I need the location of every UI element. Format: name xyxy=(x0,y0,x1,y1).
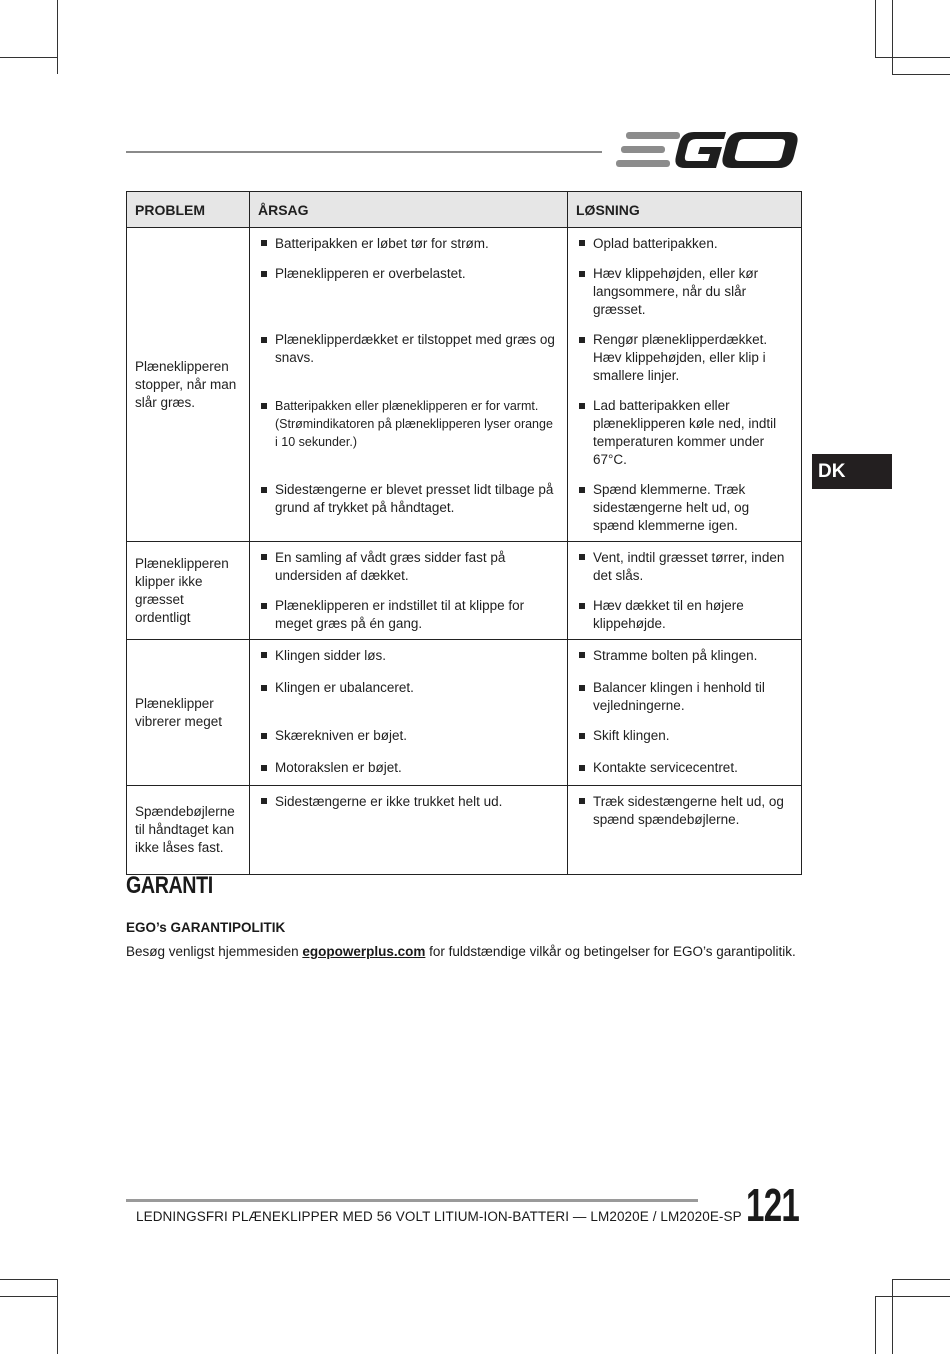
solution-cell xyxy=(568,786,802,875)
cause-cell xyxy=(250,786,568,875)
warranty-paragraph xyxy=(126,944,796,959)
table-row xyxy=(127,786,802,875)
problem-cell: Plæneklipper vibrerer meget xyxy=(127,640,250,786)
solution-bullet: Rengør plæneklipperdækket. Hæv klippehøjden, eller klip i smallere linjer. xyxy=(576,325,793,391)
footer-rule xyxy=(126,1199,698,1202)
cause-bullet: Sidestængerne er blevet presset lidt tilbage på grund af trykket på håndtaget. xyxy=(258,475,559,523)
section-subheading: EGO’s GARANTIPOLITIK xyxy=(126,920,286,935)
crop-mark xyxy=(0,57,58,58)
crop-mark xyxy=(892,0,893,74)
column-header-problem: PROBLEM xyxy=(127,192,250,228)
ego-logo xyxy=(616,128,800,172)
solution-cell xyxy=(568,391,802,475)
cause-cell xyxy=(250,228,568,260)
crop-mark xyxy=(875,1296,876,1354)
crop-mark xyxy=(0,1296,58,1297)
column-header-solution: LØSNING xyxy=(568,192,802,228)
crop-mark xyxy=(57,0,58,74)
cause-cell xyxy=(250,259,568,325)
solution-cell xyxy=(568,673,802,721)
table-row xyxy=(127,228,802,260)
solution-bullet: Oplad batteripakken. xyxy=(576,228,793,259)
cause-cell xyxy=(250,753,568,786)
crop-mark xyxy=(875,1296,950,1297)
cause-cell xyxy=(250,640,568,674)
problem-cell: Spændebøjlerne til håndtaget kan ikke låses fast. xyxy=(127,786,250,875)
crop-mark xyxy=(892,1279,950,1280)
solution-cell xyxy=(568,721,802,753)
solution-cell xyxy=(568,542,802,592)
section-heading: GARANTI xyxy=(126,872,213,899)
crop-mark xyxy=(0,1279,58,1280)
cause-cell xyxy=(250,721,568,753)
solution-cell xyxy=(568,228,802,260)
cause-bullet: Plæneklipperen er overbelastet. xyxy=(258,259,559,289)
solution-cell xyxy=(568,475,802,542)
footer-text: LEDNINGSFRI PLÆNEKLIPPER MED 56 VOLT LITIUM-ION-BATTERI — LM2020E / LM2020E-SP xyxy=(136,1209,742,1224)
solution-bullet: Lad batteripakken eller plæneklipperen køle ned, indtil temperaturen kommer under 67°C. xyxy=(576,391,793,475)
cause-bullet: Batteripakken eller plæneklipperen er for varmt. (Strømindikatoren på plæneklipperen lyser orange i 10 sekunder.) xyxy=(258,391,559,457)
cause-bullet: Klingen er ubalanceret. xyxy=(258,673,559,703)
solution-bullet: Kontakte servicecentret. xyxy=(576,753,793,785)
warranty-text: for fuldstændige vilkår og betingelser for EGO’s garantipolitik. xyxy=(425,944,796,959)
cause-cell xyxy=(250,325,568,391)
solution-bullet: Hæv dækket til en højere klippehøjde. xyxy=(576,591,793,639)
solution-bullet: Skift klingen. xyxy=(576,721,793,753)
cause-bullet: En samling af vådt græs sidder fast på undersiden af dækket. xyxy=(258,542,559,591)
solution-cell xyxy=(568,640,802,674)
cause-bullet: Plæneklipperdækket er tilstoppet med græs og snavs. xyxy=(258,325,559,373)
warranty-text: Besøg venligst hjemmesiden xyxy=(126,944,303,959)
cause-bullet: Motorakslen er bøjet. xyxy=(258,753,559,785)
table-header-row xyxy=(127,192,802,228)
crop-mark xyxy=(892,74,950,75)
problem-cell: Plæneklipperen klipper ikke græsset ordentligt xyxy=(127,542,250,640)
table-row xyxy=(127,542,802,592)
problem-cell: Plæneklipperen stopper, når man slår græs. xyxy=(127,228,250,542)
solution-cell xyxy=(568,259,802,325)
solution-bullet: Træk sidestængerne helt ud, og spænd spændebøjlerne. xyxy=(576,786,793,835)
crop-mark xyxy=(57,1279,58,1354)
solution-cell xyxy=(568,591,802,640)
website-link[interactable]: egopowerplus.com xyxy=(302,944,426,959)
solution-cell xyxy=(568,325,802,391)
troubleshooting-table xyxy=(126,191,802,875)
solution-cell xyxy=(568,753,802,786)
page-number: 121 xyxy=(746,1179,800,1231)
cause-bullet: Sidestængerne er ikke trukket helt ud. xyxy=(258,786,559,817)
solution-bullet: Stramme bolten på klingen. xyxy=(576,640,793,673)
solution-bullet: Balancer klingen i henhold til vejledningerne. xyxy=(576,673,793,721)
solution-bullet: Spænd klemmerne. Træk sidestængerne helt ud, og spænd klemmerne igen. xyxy=(576,475,793,541)
cause-bullet: Klingen sidder løs. xyxy=(258,640,559,673)
cause-bullet: Batteripakken er løbet tør for strøm. xyxy=(258,228,559,259)
cause-cell xyxy=(250,542,568,592)
cause-cell xyxy=(250,475,568,542)
crop-mark xyxy=(892,1279,893,1354)
cause-cell xyxy=(250,673,568,721)
language-tab: DK xyxy=(812,454,892,489)
table-row xyxy=(127,640,802,674)
crop-mark xyxy=(875,0,876,58)
solution-bullet: Vent, indtil græsset tørrer, inden det slås. xyxy=(576,542,793,591)
column-header-cause: ÅRSAG xyxy=(250,192,568,228)
header-rule xyxy=(126,151,602,153)
cause-cell xyxy=(250,591,568,640)
cause-cell xyxy=(250,391,568,475)
solution-bullet: Hæv klippehøjden, eller kør langsommere, når du slår græsset. xyxy=(576,259,793,325)
crop-mark xyxy=(875,57,950,58)
cause-bullet: Skærekniven er bøjet. xyxy=(258,721,559,753)
cause-bullet: Plæneklipperen er indstillet til at klippe for meget græs på én gang. xyxy=(258,591,559,639)
